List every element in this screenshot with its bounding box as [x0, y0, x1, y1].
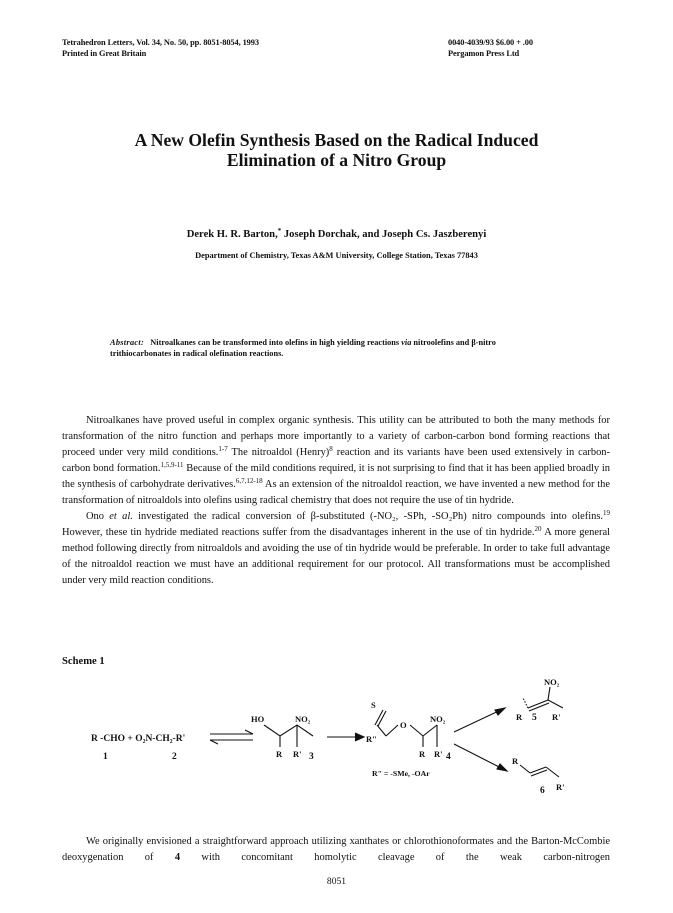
rprime-label-5: R'	[552, 712, 561, 722]
rdoubleprime-label: R"	[366, 734, 377, 744]
body-text	[62, 413, 610, 589]
paragraph-2	[62, 509, 610, 589]
forward-arrow	[327, 733, 364, 741]
compound-1-label: 1	[103, 752, 108, 762]
hydroxyl-label: HO	[251, 714, 265, 724]
p2-text-1: Ono	[86, 511, 110, 522]
ref-1-5-9-11: 1,5,9-11	[160, 461, 184, 469]
p3-text-2: with concomitant homolytic cleavage of the weak carbon-nitrogen	[180, 852, 610, 863]
p3-compound-4: 4	[174, 852, 181, 863]
compound-5-label: 5	[532, 713, 537, 723]
r-label-6: R	[512, 756, 519, 766]
paragraph-1	[62, 413, 610, 509]
compound-6-label: 6	[540, 786, 545, 796]
p2-text-4: A more general method following directly from nitroaldols and avoiding the use of tin hydride would be preferable. In order to take full advantage of the nitroaldol reaction we must have an additional requirement for our protocol. All transformations must be accomplished under very mild reaction conditions.	[62, 527, 610, 586]
branch-arrows	[454, 708, 507, 771]
ref-6-7-12-18: 6,7,12-18	[235, 477, 263, 485]
abstract-text-2: nitroolefins and β-nitro trithiocarbonates in radical olefination reactions.	[110, 338, 496, 358]
page-number: 8051	[326, 876, 347, 887]
author-barton: Derek H. R. Barton,	[186, 229, 278, 240]
printed-location: Printed in Great Britain	[62, 49, 147, 58]
p1-text-4: Because of the mild conditions required, it is not surprising to find that it has been applied broadly in the synthesis of carbohydrate derivatives.	[62, 463, 610, 490]
rprime-label-3: R'	[293, 749, 302, 759]
equilibrium-arrow	[210, 730, 253, 744]
scheme-1-diagram	[0, 670, 673, 805]
compound-3-label: 3	[309, 752, 314, 762]
nitro-label-3: NO₂	[295, 714, 311, 724]
p2-text-3: However, these tin hydride mediated reactions suffer from the disadvantages inherent in the use of tin hydride.	[62, 527, 535, 538]
page-title-line-1: A New Olefin Synthesis Based on the Radical Induced	[134, 130, 539, 150]
corresponding-mark: *	[277, 227, 282, 235]
p1-text-5: As an extension of the nitroaldol reaction, we have invented a new method for the transformation of nitroaldols into olefins using radical chemistry that does not require the use of tin hydride.	[62, 479, 610, 506]
nitro-label-4: NO₂	[430, 714, 446, 724]
publisher: Pergamon Press Ltd	[448, 49, 520, 58]
r-label-4: R	[419, 749, 426, 759]
scheme-reactants: R -CHO + O₂N-CH₂-R'	[91, 734, 186, 744]
r-label-3: R	[276, 749, 283, 759]
rprime-label-4: R'	[434, 749, 443, 759]
nitro-label-5: NO₂	[544, 677, 560, 687]
ref-20: 20	[534, 525, 542, 533]
abstract-text-1: Nitroalkanes can be transformed into olefins in high yielding reactions	[150, 338, 402, 347]
journal-citation: Tetrahedron Letters, Vol. 34, No. 50, pp. 8051-8054, 1993	[62, 38, 259, 47]
r-label-5: R	[516, 712, 523, 722]
paragraph-3	[62, 834, 610, 866]
p1-text-2: The nitroaldol (Henry)	[227, 447, 330, 458]
rdoubleprime-definition: R" = -SMe, -OAr	[372, 769, 430, 778]
abstract	[110, 337, 530, 359]
abstract-label: Abstract:	[110, 338, 145, 347]
p1-text-1: Nitroalkanes have proved useful in complex organic synthesis. This utility can be attributed to both the many methods for transformation of the nitro function and perhaps more importantly to a variety of carbon-carbon bond forming reactions that proceed under very mild conditions.	[62, 415, 610, 458]
author-list	[0, 229, 673, 240]
page-title-line-2: Elimination of a Nitro Group	[226, 150, 447, 170]
ref-1-7: 1-7	[218, 445, 228, 453]
compound-2-label: 2	[172, 752, 177, 762]
scheme-heading: Scheme 1	[62, 656, 105, 667]
p2-et-al: et al.	[109, 511, 133, 522]
affiliation: Department of Chemistry, Texas A&M University, College Station, Texas 77843	[195, 251, 478, 260]
author-others: Joseph Dorchak, and Joseph Cs. Jaszberenyi	[281, 229, 487, 240]
compound-6-skeleton	[520, 765, 559, 777]
compound-5-skeleton	[523, 687, 563, 711]
p1-text-3: reaction and its variants have been used extensively in carbon-carbon bond formation.	[62, 447, 610, 474]
rprime-label-6: R'	[556, 782, 565, 792]
ref-19: 19	[603, 509, 610, 517]
p2-text-2: investigated the radical conversion of β-substituted (-NO₂, -SPh, -SO₂Ph) nitro compounds into olefins.	[132, 511, 603, 522]
compound-4-label: 4	[446, 752, 451, 762]
compound-3-skeleton	[264, 725, 313, 747]
abstract-via: via	[401, 338, 412, 347]
issn-price: 0040-4039/93 $6.00 + .00	[448, 38, 533, 47]
sulfur-label: S	[371, 700, 376, 710]
p3-text-1: We originally envisioned a straightforward approach utilizing xanthates or chlorothionoformates and the Barton-McCombie deoxygenation of	[62, 836, 610, 863]
ref-8: 8	[329, 445, 333, 453]
oxygen-label: O	[400, 720, 407, 730]
